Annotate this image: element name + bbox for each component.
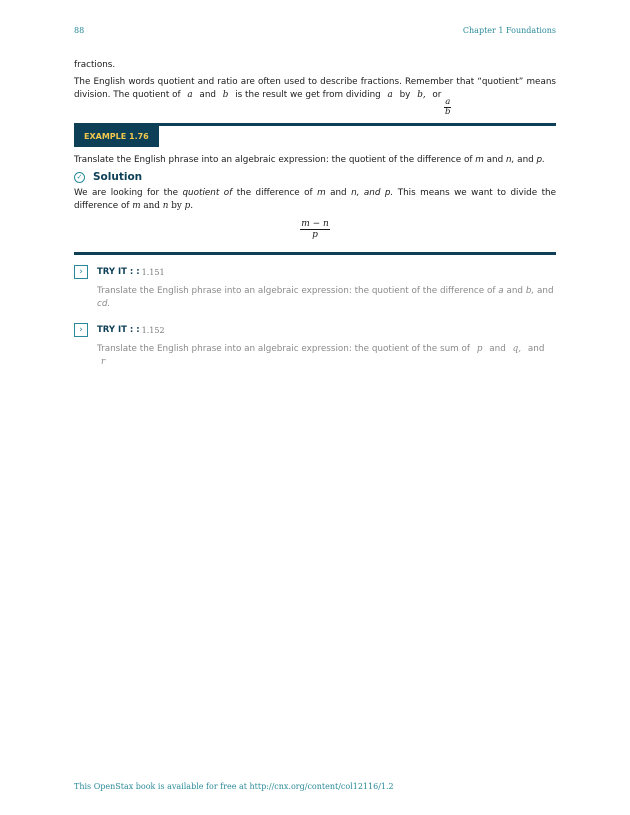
try-it-1152: [74, 323, 556, 369]
var-a: a: [187, 90, 193, 100]
chevron-right-icon[interactable]: ›: [74, 265, 88, 279]
try-it-1151: [74, 265, 556, 311]
page-number: 88: [74, 26, 85, 35]
example-label: EXAMPLE 1.76: [74, 126, 159, 147]
solution-text: We are looking for the quotient of the difference of m and n, and p. This means we want to divide the difference of m and n by p.: [74, 188, 557, 211]
page-footer: This OpenStax book is available for free at http://cnx.org/content/col12116/1.2: [74, 782, 394, 791]
var-a-2: a: [387, 90, 393, 100]
solution-title: Solution: [93, 171, 143, 183]
try-it-text: Translate the English phrase into an algebraic expression: the quotient of the sum of p and q, and r: [97, 344, 545, 367]
result-fraction: [74, 219, 556, 240]
fraction-a-over-b: $\frac{a}{b}$: [445, 97, 451, 117]
page-header: [74, 26, 556, 35]
intro-line: fractions.: [74, 60, 116, 70]
try-it-number: 1.151: [141, 267, 165, 277]
check-circle-icon: ✓: [74, 172, 85, 183]
example-prompt: Translate the English phrase into an algebraic expression: the quotient of the difference of m and n, and p.: [74, 155, 545, 165]
result-numerator: m − n: [301, 219, 329, 229]
var-b-2: b,: [417, 90, 426, 100]
chevron-right-icon[interactable]: ›: [74, 323, 88, 337]
try-it-text: Translate the English phrase into an algebraic expression: the quotient of the difference of a and b, and cd.: [97, 286, 554, 309]
var-b: b: [222, 90, 229, 100]
result-denominator: p: [312, 230, 318, 240]
try-it-number: 1.152: [141, 325, 165, 335]
solution-heading: [74, 171, 556, 184]
quotient-paragraph: The English words quotient and ratio are often used to describe fractions. Remember that “quotient” means division. The quotient of a and b is the result we get from dividing a by b, or $\frac{a}{b}$: [74, 77, 556, 117]
try-it-label: TRY IT : :: [97, 266, 140, 277]
try-it-label: TRY IT : :: [97, 324, 140, 335]
example-bottom-bar: [74, 252, 556, 255]
page-content: [74, 59, 556, 369]
chapter-title: Chapter 1 Foundations: [462, 26, 556, 35]
